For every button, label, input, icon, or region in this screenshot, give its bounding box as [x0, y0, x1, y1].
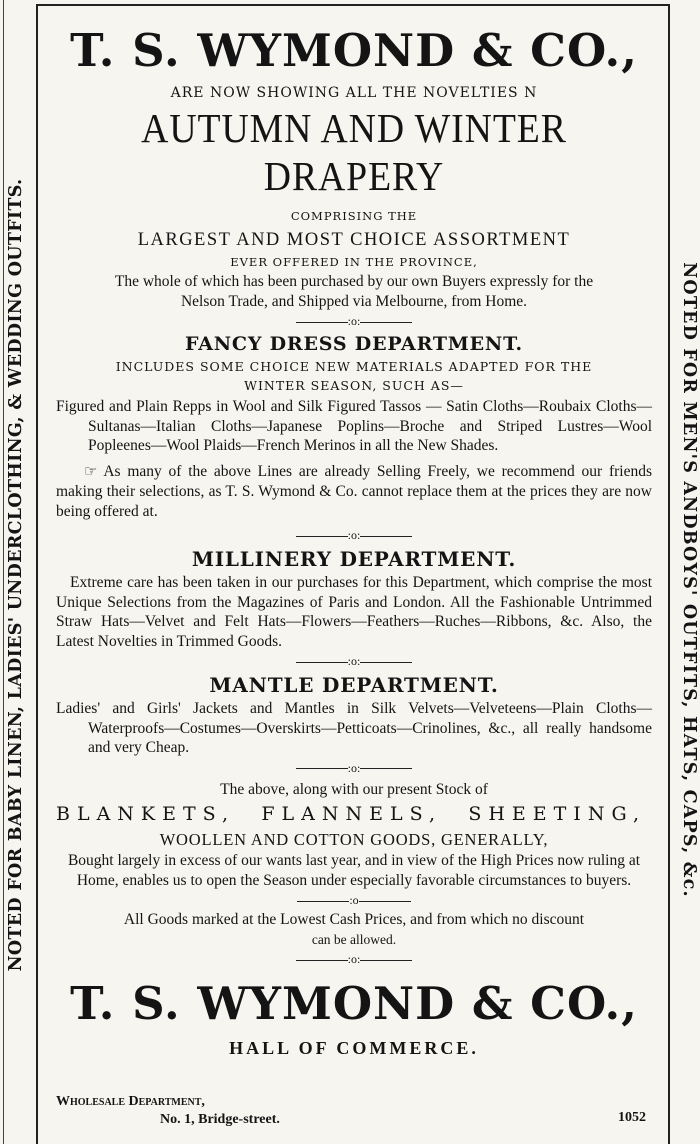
top-border-rule [38, 4, 670, 6]
separator: :o: [56, 949, 652, 969]
page-edge-rule [3, 0, 4, 1144]
mantle-title: MANTLE DEPARTMENT. [209, 673, 499, 697]
hall-of-commerce: HALL OF COMMERCE. [229, 1038, 479, 1058]
pointing-hand-icon: ☞ [84, 463, 98, 480]
separator: :o: [56, 311, 652, 331]
purchased-line-2: Nelson Trade, and Shipped via Melbourne, from Home. [180, 292, 528, 310]
fancy-materials-list: Figured and Plain Repps in Wool and Silk Figured Tassos — Satin Cloths—Roubaix Cloths—Sultanas—Italian Cloths—Japanese Poplins—Broche and Striped Lustres—Wool Popleenes—Wool Plaids—French Merinos in all the New Shades. [56, 398, 652, 454]
comprising-line: COMPRISING THE [290, 209, 418, 223]
firm-name-header: T. S. WYMOND & CO., [70, 24, 638, 77]
street-address: No. 1, Bridge-street. [160, 1112, 280, 1127]
advertisement-body [56, 20, 652, 1061]
prices-line-2: can be allowed. [311, 931, 397, 947]
sidebar-left-text: NOTED FOR BABY LINEN, LADIES' UNDERCLOTHING, & WEDDING OUTFITS. [6, 178, 26, 972]
left-border-rule [36, 4, 38, 1144]
firm-name-footer: T. S. WYMOND & CO., [70, 977, 638, 1030]
separator: :o: [56, 525, 652, 545]
fancy-notice [56, 462, 652, 522]
separator: :o: [56, 758, 652, 778]
stock-intro: The above, along with our present Stock of [220, 780, 488, 798]
stock-item-sheeting: SHEETING, [468, 803, 646, 825]
offered-line: EVER OFFERED IN THE PROVINCE, [230, 255, 478, 269]
sidebar-right-text: NOTED FOR MEN'S ANDBOYS' OUTFITS, HATS, CAPS, &c. [679, 262, 699, 898]
fancy-notice-text: As many of the above Lines are already Selling Freely, we recommend our friends making their selections, as T. S. Wymond & Co. cannot replace them at the prices they are now being offered at. [56, 462, 652, 520]
fancy-dress-title: FANCY DRESS DEPARTMENT. [185, 333, 523, 355]
assortment-line: LARGEST AND MOST CHOICE ASSORTMENT [137, 230, 571, 250]
stock-text: Bought largely in excess of our wants last year, and in view of the High Prices now ruling at Home, enables us to open the Season under especially favorable circumstances to buyers. [67, 852, 641, 889]
ad-number: 1052 [618, 1110, 646, 1125]
woollen-line: WOOLLEN AND COTTON GOODS, GENERALLY, [159, 830, 549, 849]
stock-items [56, 799, 652, 829]
separator-alt: :o [56, 890, 652, 910]
millinery-text: Extreme care has been taken in our purchases for this Department, which comprise the most Unique Selections from the Magazines of Paris and London. All the Fashionable Untrimmed Straw Hats—Velvet and Felt Hats—Flowers—Feathers—Ruches—Ribbons, &c. Also, the Latest Novelties in Trimmed Goods. [56, 574, 652, 650]
mantle-text: Ladies' and Girls' Jackets and Mantles in Silk Velvets—Velveteens—Plain Cloths—Waterproofs—Costumes—Overskirts—Petticoats—Crinolines, &c., all really handsome and very Cheap. [56, 700, 652, 756]
headline: AUTUMN AND WINTER DRAPERY [141, 105, 567, 199]
separator: :o: [56, 651, 652, 671]
right-border-rule [668, 4, 670, 1144]
fancy-intro-1: INCLUDES SOME CHOICE NEW MATERIALS ADAPTED FOR THE [115, 359, 593, 374]
showing-line: ARE NOW SHOWING ALL THE NOVELTIES N [170, 85, 538, 101]
prices-line-1: All Goods marked at the Lowest Cash Prices, and from which no discount [123, 911, 585, 928]
stock-item-blankets: BLANKETS, [56, 803, 236, 825]
stock-item-flannels: FLANNELS, [261, 803, 442, 825]
wholesale-label: Wholesale Department, [56, 1094, 205, 1109]
fancy-intro-2: WINTER SEASON, SUCH AS— [244, 378, 464, 393]
millinery-title: MILLINERY DEPARTMENT. [191, 547, 517, 571]
purchased-line-1: The whole of which has been purchased by our own Buyers expressly for the [114, 273, 594, 290]
